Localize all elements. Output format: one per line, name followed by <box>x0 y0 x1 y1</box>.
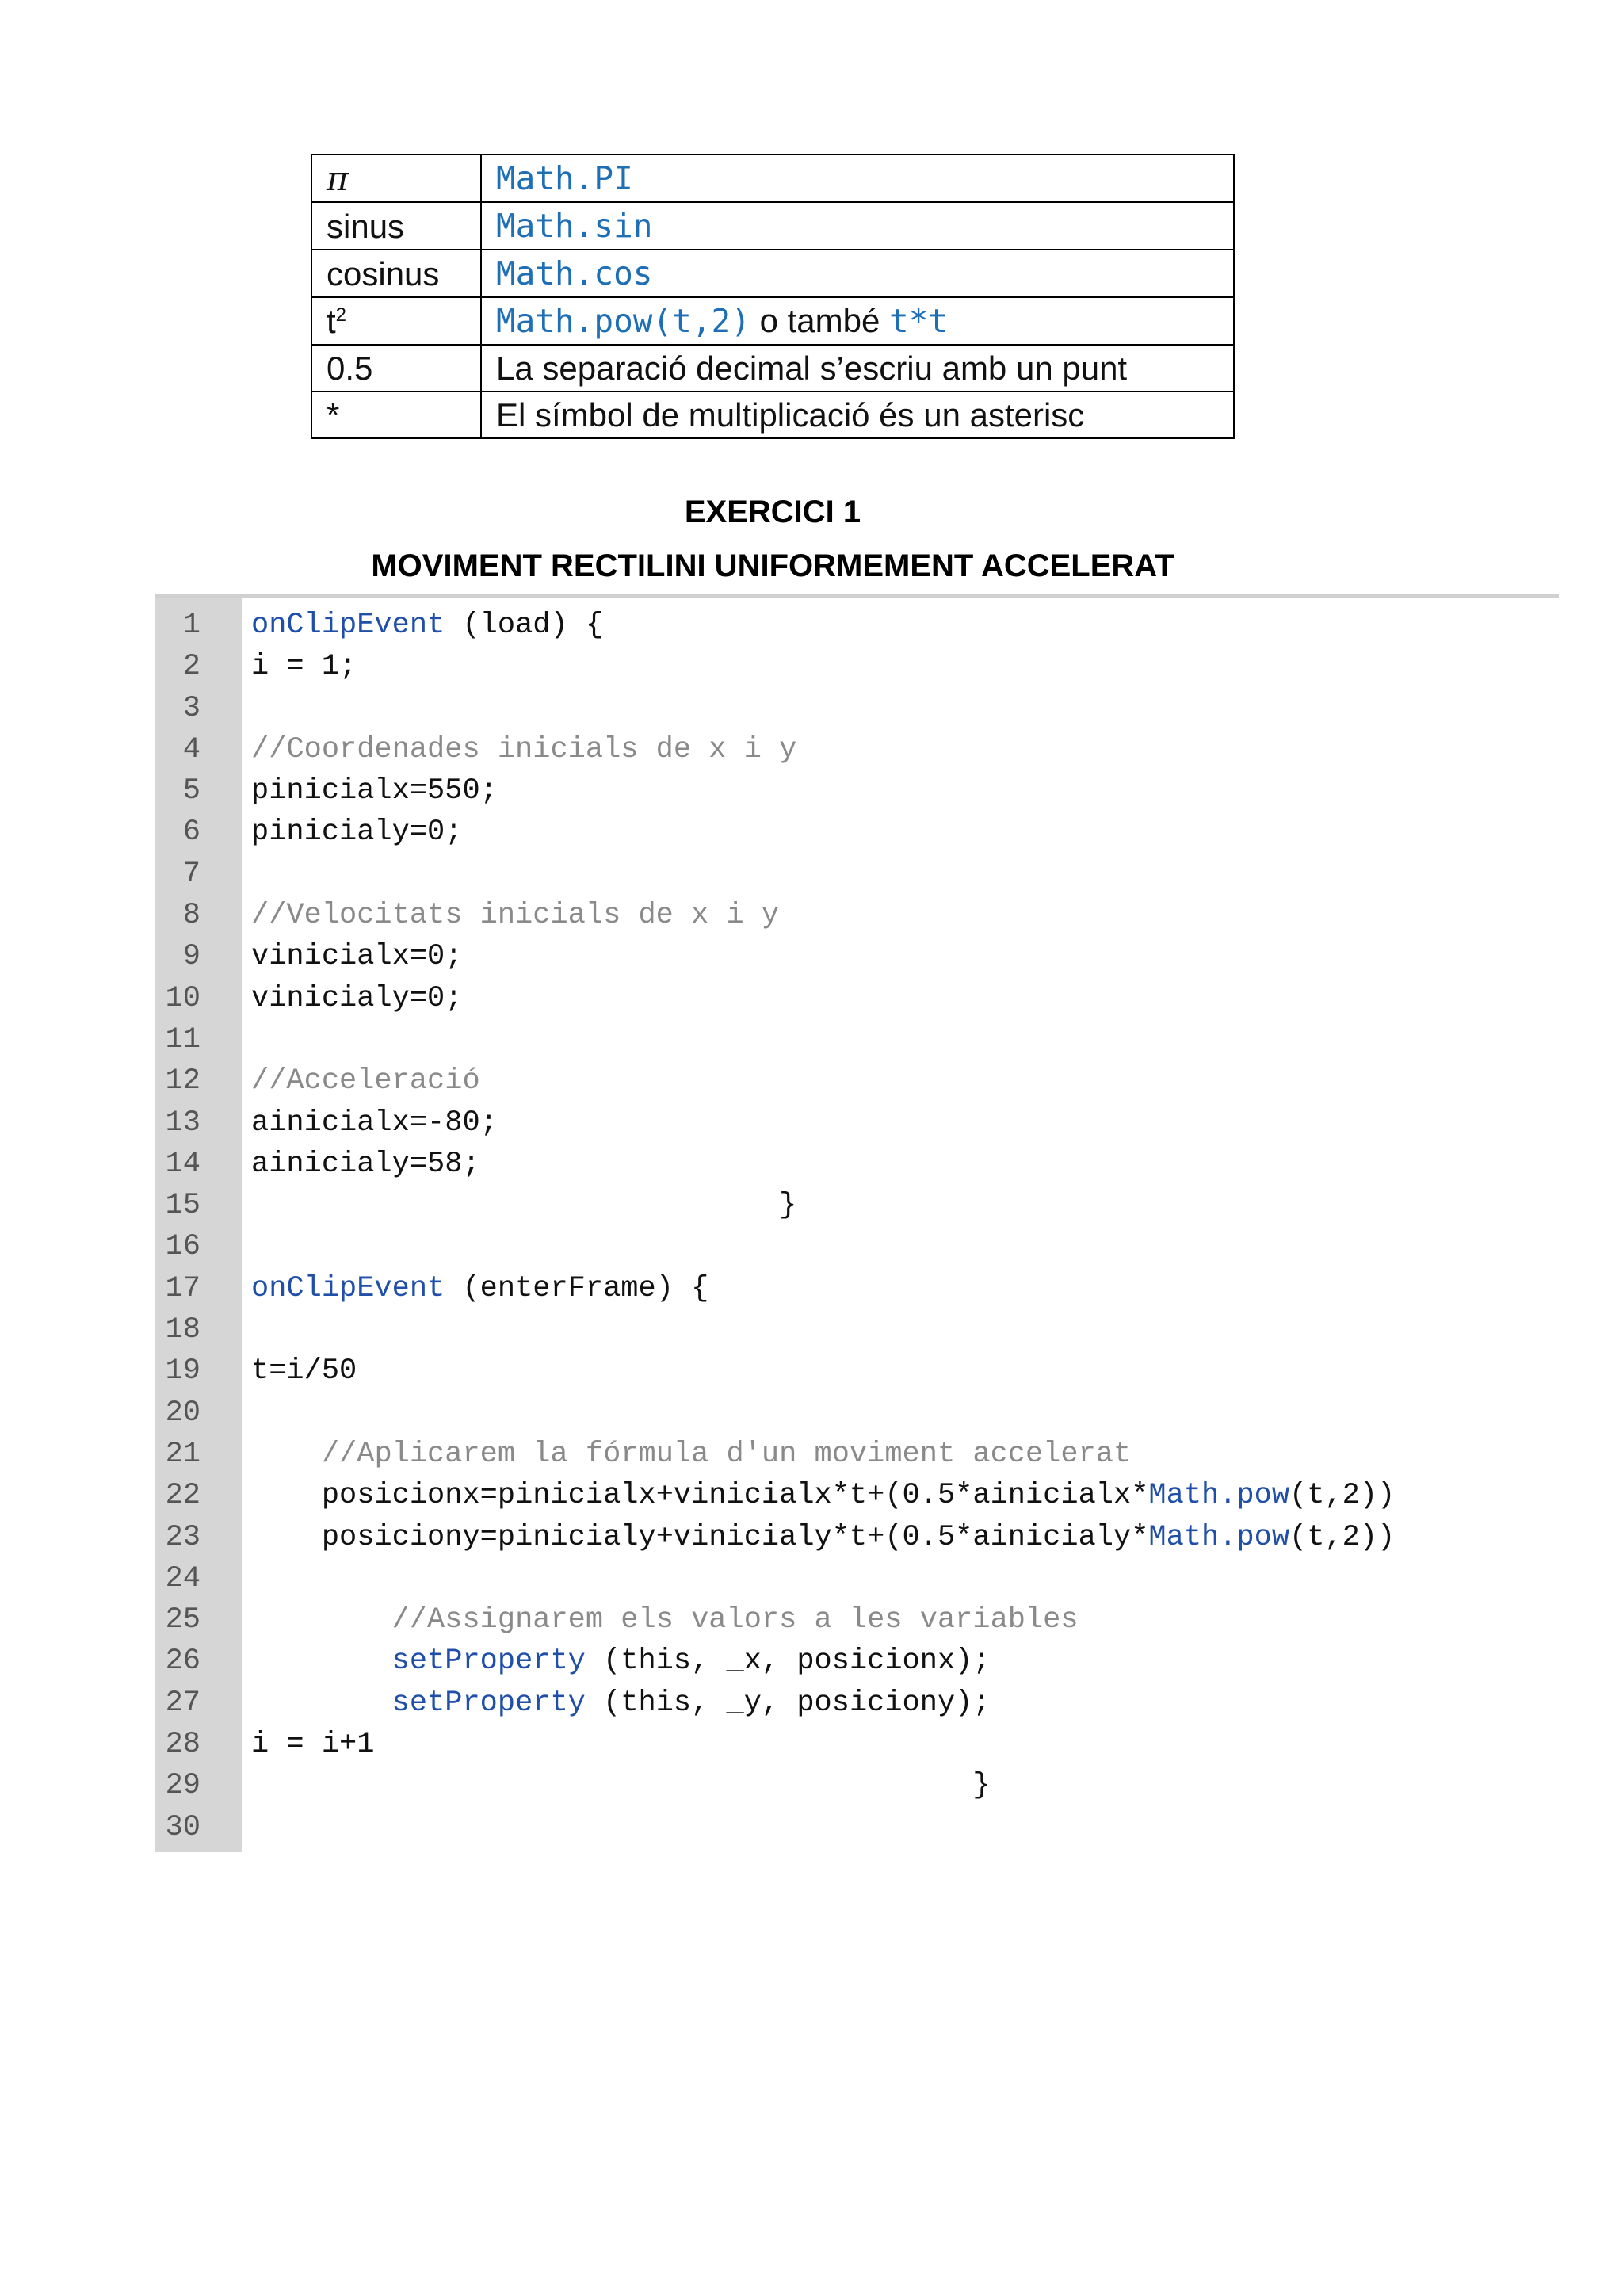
table-cell-label <box>311 155 481 202</box>
table-cell-value <box>481 202 1234 250</box>
code-token: } <box>251 1769 991 1803</box>
code-line <box>155 812 1559 853</box>
row-label: sinus <box>327 207 405 245</box>
code-line <box>155 1392 1559 1434</box>
code-text <box>251 1350 357 1392</box>
line-number: 5 <box>182 774 200 808</box>
line-number: 23 <box>165 1520 200 1554</box>
code-keyword: setProperty <box>391 1645 586 1679</box>
code-line <box>155 1226 1559 1267</box>
code-token: Math.PI <box>496 159 633 197</box>
line-number: 30 <box>165 1810 200 1844</box>
code-line <box>155 854 1559 895</box>
exercise-title: EXERCICI 1 <box>684 495 861 529</box>
code-token: (t,2)) <box>1289 1520 1396 1554</box>
table-row <box>311 345 1234 392</box>
line-number: 16 <box>165 1230 200 1264</box>
code-text <box>251 646 357 687</box>
code-text <box>251 978 462 1019</box>
code-token: } <box>251 1189 797 1223</box>
row-label: t <box>327 302 336 340</box>
code-keyword: Math.pow <box>1148 1520 1290 1554</box>
row-label: cosinus <box>327 254 440 292</box>
line-number: 3 <box>182 691 200 725</box>
row-label: 0.5 <box>327 350 373 387</box>
code-text <box>251 936 462 977</box>
line-number: 20 <box>165 1396 200 1430</box>
code-comment: //Acceleració <box>251 1064 480 1098</box>
line-number: 19 <box>165 1354 200 1389</box>
line-number: 13 <box>165 1106 200 1140</box>
table-cell-value <box>481 155 1234 202</box>
code-token: ainicialx=-80; <box>251 1106 498 1140</box>
code-token: Math.pow(t,2) <box>496 302 750 340</box>
code-line <box>155 1683 1559 1724</box>
code-token: (t,2)) <box>1289 1479 1396 1513</box>
code-indent <box>251 1521 322 1554</box>
line-number: 15 <box>165 1189 200 1223</box>
connector-text: o també <box>750 302 890 339</box>
line-number: 24 <box>165 1561 200 1595</box>
code-line <box>155 1102 1559 1144</box>
code-token: pinicialy=0; <box>251 816 463 850</box>
code-text <box>251 1641 991 1682</box>
code-token: Math.cos <box>496 254 653 292</box>
code-text <box>251 1765 991 1806</box>
code-line <box>155 895 1559 936</box>
line-number: 14 <box>165 1147 200 1181</box>
line-number: 8 <box>182 899 200 933</box>
code-text <box>251 1060 480 1102</box>
code-text <box>251 1683 991 1724</box>
line-number: 11 <box>165 1022 200 1056</box>
code-text <box>251 1268 708 1309</box>
code-line <box>155 1558 1559 1599</box>
code-text <box>251 605 603 646</box>
line-number: 6 <box>182 816 200 850</box>
line-number: 9 <box>182 940 200 974</box>
code-text <box>251 1185 796 1226</box>
code-token: vinicialy=0; <box>251 981 463 1015</box>
line-number: 1 <box>182 609 200 642</box>
code-keyword: onClipEvent <box>251 1271 445 1305</box>
code-line <box>155 1641 1559 1682</box>
code-text <box>251 1724 374 1765</box>
table-cell-value <box>481 250 1234 297</box>
row-description: El símbol de multiplicació és un asterisc <box>496 396 1085 434</box>
code-token: pinicialx=550; <box>251 774 498 808</box>
code-line <box>155 1475 1559 1516</box>
code-indent <box>251 1438 322 1471</box>
code-text <box>251 1144 480 1185</box>
line-number: 21 <box>165 1437 200 1471</box>
code-line <box>155 1060 1559 1102</box>
code-line <box>155 1019 1559 1060</box>
code-token: posiciony=pinicialy+vinicialy*t+(0.5*ainicialy* <box>321 1520 1149 1554</box>
code-comment: //Assignarem els valors a les variables <box>391 1603 1079 1637</box>
code-token: Math.sin <box>496 207 653 245</box>
line-number: 25 <box>165 1603 200 1637</box>
code-token: posicionx=pinicialx+vinicialx*t+(0.5*ainicialx* <box>321 1479 1149 1513</box>
code-indent <box>251 1603 392 1637</box>
code-indent <box>251 1479 322 1512</box>
code-text <box>251 1102 498 1144</box>
code-line <box>155 605 1559 646</box>
superscript: 2 <box>335 304 347 326</box>
line-number: 4 <box>182 732 200 766</box>
code-indent <box>251 1645 392 1678</box>
code-line <box>155 1350 1559 1392</box>
code-indent <box>251 1687 392 1720</box>
line-number: 28 <box>165 1728 200 1762</box>
line-number: 2 <box>182 650 200 684</box>
code-keyword: Math.pow <box>1148 1479 1290 1513</box>
line-number: 7 <box>182 857 200 891</box>
table-cell-label <box>311 345 481 392</box>
code-token: ainicialy=58; <box>251 1147 480 1181</box>
pi-symbol: π <box>327 159 349 198</box>
code-line <box>155 1517 1559 1558</box>
code-line <box>155 936 1559 977</box>
code-line <box>155 770 1559 812</box>
code-comment: //Aplicarem la fórmula d'un moviment accelerat <box>321 1437 1132 1471</box>
table-cell-label <box>311 297 481 345</box>
line-number: 10 <box>165 981 200 1015</box>
table-row <box>311 392 1234 438</box>
code-line <box>155 1807 1559 1848</box>
code-line <box>155 688 1559 729</box>
table-row <box>311 297 1234 345</box>
code-keyword: onClipEvent <box>251 609 445 642</box>
table-row <box>311 155 1234 202</box>
row-label: * <box>327 396 340 434</box>
line-number: 29 <box>165 1769 200 1803</box>
code-area <box>155 605 1559 1848</box>
code-line <box>155 1765 1559 1806</box>
code-keyword: setProperty <box>391 1686 586 1720</box>
code-text <box>251 729 796 770</box>
code-text <box>251 812 462 853</box>
table-cell-value <box>481 297 1234 345</box>
code-token: t=i/50 <box>251 1354 357 1389</box>
line-number: 12 <box>165 1064 200 1098</box>
code-line <box>155 1268 1559 1309</box>
table-cell-label <box>311 392 481 438</box>
table-cell-label <box>311 202 481 250</box>
code-line <box>155 729 1559 770</box>
code-line <box>155 1724 1559 1765</box>
exercise-subtitle: MOVIMENT RECTILINI UNIFORMEMENT ACCELERAT <box>371 548 1174 583</box>
code-token: (enterFrame) { <box>445 1271 709 1305</box>
code-editor <box>155 594 1559 1852</box>
code-text <box>251 770 498 812</box>
line-number: 22 <box>165 1479 200 1513</box>
table-cell-value <box>481 392 1234 438</box>
code-text <box>251 1599 1079 1641</box>
code-text <box>251 1434 1131 1475</box>
code-token: t*t <box>889 302 949 340</box>
table-row <box>311 250 1234 297</box>
line-number: 26 <box>165 1645 200 1679</box>
code-text <box>251 1517 1395 1558</box>
line-number: 17 <box>165 1271 200 1305</box>
code-line <box>155 1599 1559 1641</box>
table-cell-label <box>311 250 481 297</box>
code-token: vinicialx=0; <box>251 940 463 974</box>
row-description: La separació decimal s’escriu amb un punt <box>496 350 1128 387</box>
code-line <box>155 646 1559 687</box>
line-number: 18 <box>165 1313 200 1347</box>
code-comment: //Velocitats inicials de x i y <box>251 899 780 933</box>
code-token: i = i+1 <box>251 1728 375 1762</box>
reference-table <box>311 154 1235 439</box>
code-line <box>155 1309 1559 1350</box>
code-token: (load) { <box>445 609 604 642</box>
code-line <box>155 1185 1559 1226</box>
code-line <box>155 978 1559 1019</box>
code-line <box>155 1434 1559 1475</box>
table-row <box>311 202 1234 250</box>
code-text <box>251 895 779 936</box>
code-line <box>155 1144 1559 1185</box>
table-cell-value <box>481 345 1234 392</box>
code-text <box>251 1475 1395 1516</box>
code-token: (this, _y, posiciony); <box>585 1686 991 1720</box>
code-token: i = 1; <box>251 650 357 684</box>
code-comment: //Coordenades inicials de x i y <box>251 732 797 766</box>
code-token: (this, _x, posicionx); <box>585 1645 991 1679</box>
line-number: 27 <box>165 1686 200 1720</box>
